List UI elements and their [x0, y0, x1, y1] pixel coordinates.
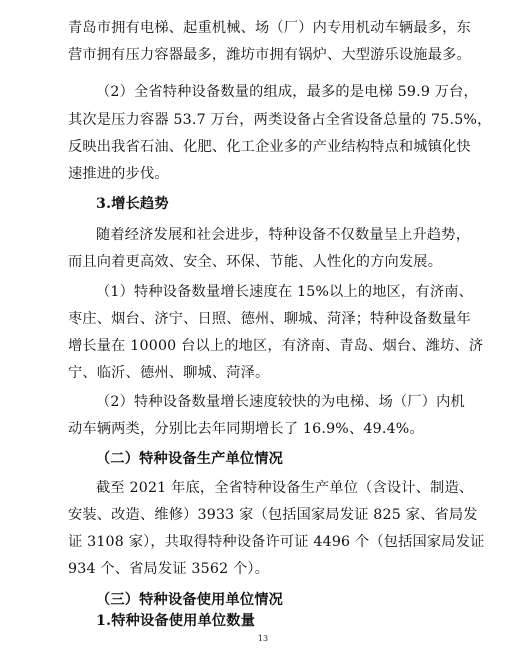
- paragraph-line: 增长量在 10000 台以上的地区，有济南、青岛、烟台、潍坊、济: [68, 338, 484, 354]
- paragraph-line: 青岛市拥有电梯、起重机械、场（厂）内专用机动车辆最多，东: [68, 20, 471, 36]
- paragraph-line: （2）全省特种设备数量的组成，最多的是电梯 59.9 万台，: [96, 84, 478, 100]
- paragraph-line: 证 3108 家），共取得特种设备许可证 4496 个（包括国家局发证: [68, 534, 485, 550]
- paragraph-line: 动车辆两类，分别比去年同期增长了 16.9%、49.4%。: [68, 421, 424, 437]
- paragraph-line: （1）特种设备数量增长速度在 15%以上的地区，有济南、: [96, 284, 473, 300]
- paragraph-line: 安装、改造、维修）3933 家（包括国家局发证 825 家、省局发: [68, 507, 478, 523]
- paragraph-line: 随着经济发展和社会进步，特种设备不仅数量呈上升趋势，: [96, 227, 471, 243]
- section-heading: 3.增长趋势: [96, 196, 169, 212]
- subsection-heading: 1.特种设备使用单位数量: [96, 613, 256, 629]
- paragraph-line: 截至 2021 年底，全省特种设备生产单位（含设计、制造、: [96, 480, 474, 496]
- section-heading: （三）特种设备使用单位情况: [96, 592, 284, 608]
- paragraph-line: 而且向着更高效、安全、环保、节能、人性化的方向发展。: [68, 254, 443, 270]
- paragraph-line: 速推进的步伐。: [68, 166, 169, 182]
- paragraph-line: 934 个、省局发证 3562 个）。: [68, 561, 270, 577]
- paragraph-line: 枣庄、烟台、济宁、日照、德州、聊城、菏泽；特种设备数量年: [68, 311, 471, 327]
- paragraph-line: 反映出我省石油、化肥、化工企业多的产业结构特点和城镇化快: [68, 139, 471, 155]
- paragraph-line: （2）特种设备数量增长速度较快的为电梯、场（厂）内机: [96, 394, 465, 410]
- paragraph-line: 其次是压力容器 53.7 万台，两类设备占全省设备总量的 75.5%，: [68, 112, 492, 128]
- page-number: 13: [257, 634, 269, 643]
- section-heading: （二）特种设备生产单位情况: [96, 451, 284, 467]
- paragraph-line: 宁、临沂、德州、聊城、菏泽。: [68, 365, 270, 381]
- paragraph-line: 营市拥有压力容器最多，潍坊市拥有锅炉、大型游乐设施最多。: [68, 47, 471, 63]
